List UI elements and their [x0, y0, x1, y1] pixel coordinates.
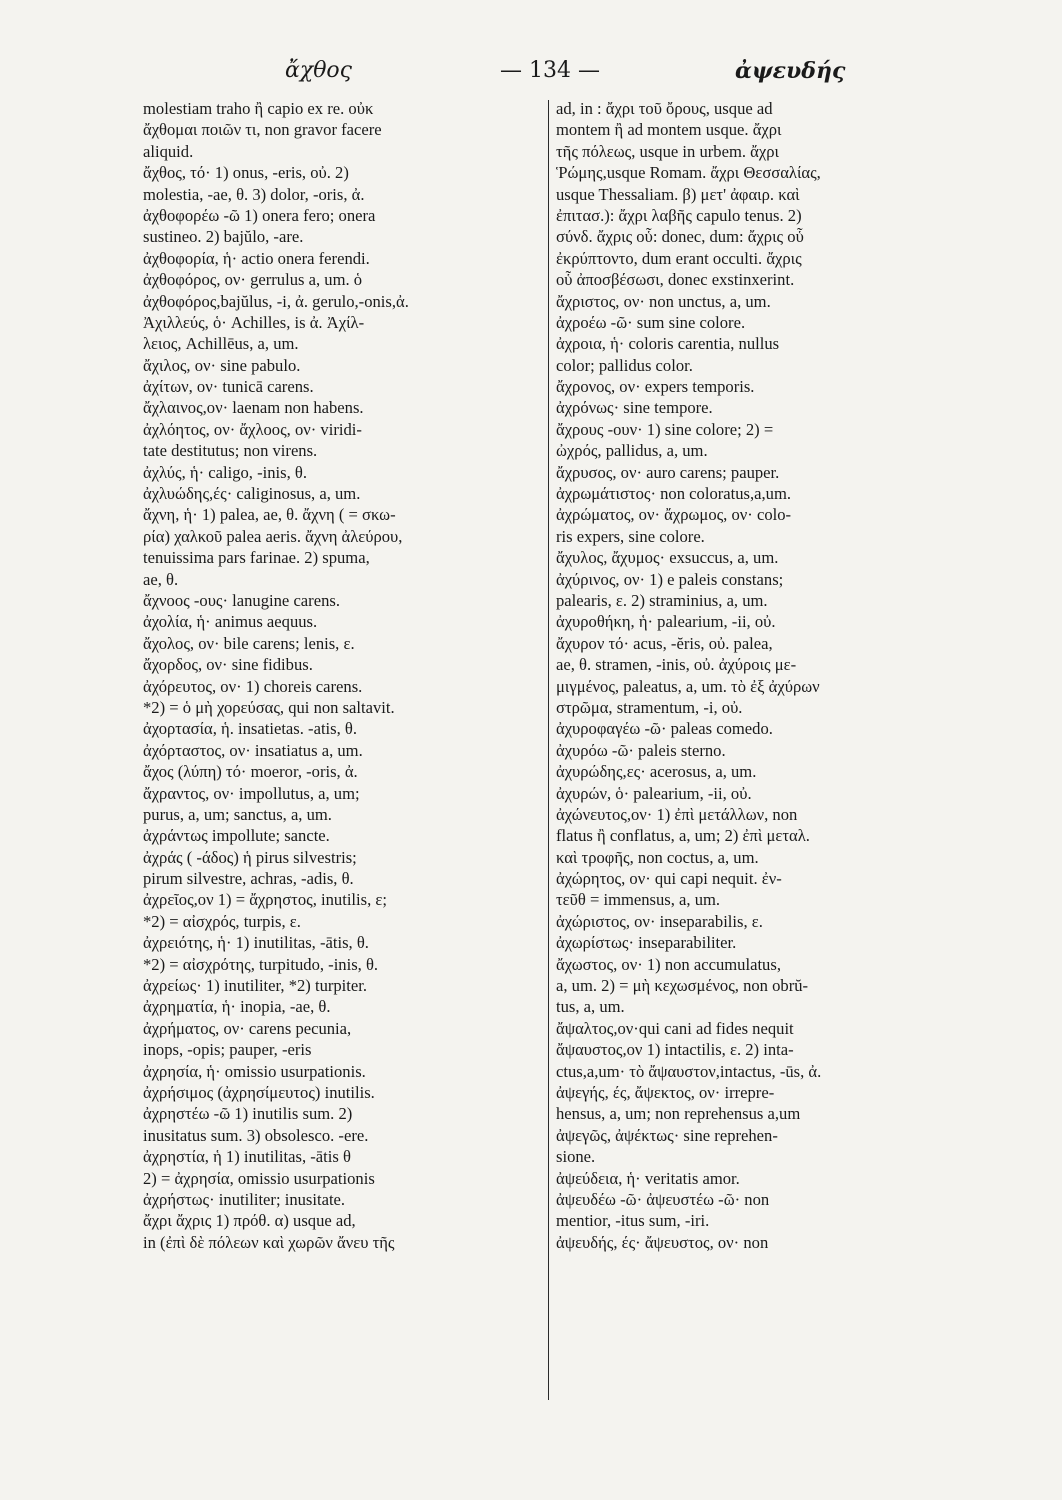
entry-line: ἀχρείως· 1) inutiliter, *2) turpiter.	[143, 976, 368, 996]
entry-line: ἀχόρταστος, ον· insatiatus a, um.	[143, 740, 363, 760]
entry-line: ἀχώριστος, ον· inseparabilis, ε.	[556, 911, 763, 931]
entry-line: in (ἐπὶ δὲ πόλεων καὶ χωρῶν ἄνευ τῆς	[143, 1232, 395, 1252]
entry-line: ἄχθος, τό· 1) onus, -eris, οὐ. 2)	[143, 163, 349, 183]
right-column	[556, 98, 966, 1408]
entry-line: ἀψεγής, ές, ἄψεκτος, ον· irrepre-	[556, 1082, 775, 1102]
entry-line: hensus, a, um; non reprehensus a,um	[556, 1104, 801, 1124]
entry-line: ἀχυρόω -ῶ· paleis sterno.	[556, 740, 726, 760]
left-column	[143, 98, 541, 1408]
entry-line: tus, a, um.	[556, 997, 625, 1017]
entry-line: ρία) χαλκοῦ palea aeris. ἄχνη ἀλεύρου,	[143, 526, 403, 546]
entry-line: ἄχνη, ἡ· 1) palea, ae, θ. ἄχνη ( = σκω-	[143, 505, 396, 525]
entry-line: ἀψεύδεια, ἡ· veritatis amor.	[556, 1168, 740, 1188]
entry-line: usque Thessaliam. β) μετ' ἀφαιρ. καὶ	[556, 184, 800, 204]
entry-line: ἄχρονος, ον· expers temporis.	[556, 377, 755, 397]
entry-line: ae, θ. stramen, -inis, οὐ. ἀχύροις με-	[556, 655, 797, 675]
entry-line: ἀχροέω -ῶ· sum sine colore.	[556, 312, 746, 332]
entry-line: ἄχολος, ον· bile carens; lenis, ε.	[143, 633, 355, 653]
entry-line: tenuissima pars farinae. 2) spuma,	[143, 548, 370, 568]
entry-line: ἄχυρον τό· acus, -ĕris, οὐ. palea,	[556, 633, 773, 653]
entry-line: ἀχυρώδης,ες· acerosus, a, um.	[556, 762, 757, 782]
entry-line: color; pallidus color.	[556, 355, 693, 375]
entry-line: ad, in : ἄχρι τοῦ ὄρους, usque ad	[556, 99, 773, 118]
entry-line: ἄχθομαι ποιῶν τι, non gravor facere	[143, 120, 382, 140]
entry-line: pirum silvestre, achras, -adis, θ.	[143, 869, 354, 889]
entry-line: λειος, Achillēus, a, um.	[143, 334, 299, 354]
entry-line: ἀχρηστία, ἡ 1) inutilitas, -ātis θ	[143, 1147, 351, 1167]
entry-line: ἀχρώματος, ον· ἄχρωμος, ον· colo-	[556, 505, 792, 525]
entry-line: ἐκρύπτοντο, dum erant occulti. ἄχρις	[556, 248, 802, 268]
entry-line: flatus ἢ conflatus, a, um; 2) ἐπὶ μεταλ.	[556, 826, 810, 846]
entry-line: ἀψεγῶς, ἀψέκτως· sine reprehen-	[556, 1125, 778, 1145]
entry-line: τῆς πόλεως, usque in urbem. ἄχρι	[556, 141, 779, 161]
entry-line: mentior, -itus sum, -iri.	[556, 1211, 710, 1231]
left-guide-word: ἄχθος	[285, 58, 352, 83]
entry-line: ἀχρηματία, ἡ· inopia, -ae, θ.	[143, 997, 331, 1017]
entry-line: ἀχρηστέω -ῶ 1) inutilis sum. 2)	[143, 1104, 353, 1124]
entry-line: Ῥώμης,usque Romam. ἄχρι Θεσσαλίας,	[556, 163, 821, 183]
entry-line: ἀχλυώδης,ές· caliginosus, a, um.	[143, 484, 361, 504]
entry-line: ἄχνοος -ους· lanugine carens.	[143, 590, 340, 610]
entry-line: palearis, ε. 2) straminius, a, um.	[556, 590, 768, 610]
entry-line: ἀχράντως impollute; sancte.	[143, 826, 330, 846]
entry-line: μιγμένος, paleatus, a, um. τὸ ἐξ ἀχύρων	[556, 676, 820, 696]
entry-line: ἀχλόητος, ον· ἄχλοος, ον· viridi-	[143, 419, 362, 439]
entry-line: tate destitutus; non virens.	[143, 441, 318, 461]
entry-line: ἀχυρών, ὁ· palearium, -ii, οὐ.	[556, 783, 752, 803]
entry-line: ἀχλύς, ἡ· caligo, -inis, θ.	[143, 462, 307, 482]
entry-line: ἀχωρίστως· inseparabiliter.	[556, 933, 737, 953]
entry-line: ἀχρειότης, ἡ· 1) inutilitas, -ātis, θ.	[143, 933, 369, 953]
entry-line: ἄχωστος, ον· 1) non accumulatus,	[556, 954, 781, 974]
entry-line: ἀχώρητος, ον· qui capi nequit. ἐν-	[556, 869, 782, 889]
entry-line: a, um. 2) = μὴ κεχωσμένος, non obrŭ-	[556, 976, 809, 996]
entry-line: ἄχρους -ουν· 1) sine colore; 2) =	[556, 419, 774, 439]
entry-line: aliquid.	[143, 141, 194, 161]
entry-line: ἀχθοφορέω -ῶ 1) onera fero; onera	[143, 205, 376, 225]
entry-line: ἀχράς ( -άδος) ἡ pirus silvestris;	[143, 847, 357, 867]
entry-line: ἀχροια, ἡ· coloris carentia, nullus	[556, 334, 780, 354]
entry-line: ἄχλαινος,ον· laenam non habens.	[143, 398, 364, 418]
entry-line: ἄχριστος, ον· non unctus, a, um.	[556, 291, 771, 311]
entry-line: ἀχρεῖος,ον 1) = ἄχρηστος, inutilis, ε;	[143, 890, 387, 910]
entry-line: ἀχρόνως· sine tempore.	[556, 398, 713, 418]
entry-line: ἄχορδος, ον· sine fidibus.	[143, 655, 313, 675]
entry-line: ἀχίτων, ον· tunicā carens.	[143, 377, 314, 397]
entry-line: ἀχολία, ἡ· animus aequus.	[143, 612, 318, 632]
entry-line: ἄχρυσος, ον· auro carens; pauper.	[556, 462, 780, 482]
entry-line: ὠχρός, pallidus, a, um.	[556, 441, 708, 461]
entry-line: ἀχόρευτος, ον· 1) choreis carens.	[143, 676, 363, 696]
entry-line: sione.	[556, 1147, 596, 1167]
page-header	[0, 50, 1062, 90]
page-number: — 134 —	[500, 58, 600, 83]
entry-line: ἀχύρινος, ον· 1) e paleis constans;	[556, 569, 784, 589]
entry-line: *2) = αἰσχρότης, turpitudo, -inis, θ.	[143, 954, 379, 974]
entry-line: στρῶμα, stramentum, -i, οὐ.	[556, 697, 743, 717]
entry-line: ἄχραντος, ον· impollutus, a, um;	[143, 783, 360, 803]
entry-line: *2) = ὁ μὴ χορεύσας, qui non saltavit.	[143, 697, 395, 717]
entry-line: ἀχρήματος, ον· carens pecunia,	[143, 1018, 352, 1038]
entry-line: οὗ ἀποσβέσωσι, donec exstinxerint.	[556, 270, 795, 290]
entry-line: ἀχρήστως· inutiliter; inusitate.	[143, 1189, 346, 1209]
entry-line: ἐπιτασ.): ἄχρι λαβῆς capulo tenus. 2)	[556, 205, 802, 225]
entry-line: ae, θ.	[143, 569, 179, 589]
entry-line: ἀχυροφαγέω -ῶ· paleas comedo.	[556, 719, 773, 739]
entry-line: ἀψευδέω -ῶ· ἀψευστέω -ῶ· non	[556, 1189, 770, 1209]
entry-line: sustineo. 2) bajŭlo, -are.	[143, 227, 304, 247]
entry-line: ἄχος (λύπη) τό· moeror, -oris, ἀ.	[143, 762, 358, 782]
entry-line: καὶ τροφῆς, non coctus, a, um.	[556, 847, 759, 867]
right-guide-word: ἀψευδής	[735, 58, 846, 84]
entry-line: inusitatus sum. 3) obsolesco. -ere.	[143, 1125, 369, 1145]
entry-line: montem ἢ ad montem usque. ἄχρι	[556, 120, 782, 140]
entry-line: ἀχρήσιμος (ἀχρησίμευτος) inutilis.	[143, 1082, 375, 1102]
entry-line: Ἀχιλλεύς, ὁ· Achilles, is ἀ. Ἀχίλ-	[143, 312, 365, 332]
entry-line: ris expers, sine colore.	[556, 526, 705, 546]
entry-line: τεῦθ = immensus, a, um.	[556, 890, 721, 910]
entry-line: molestiam traho ἢ capio ex re. οὐκ	[143, 99, 374, 118]
entry-line: ἄχυλος, ἄχυμος· exsuccus, a, um.	[556, 548, 779, 568]
entry-line: ἀχορτασία, ἡ. insatietas. -atis, θ.	[143, 719, 358, 739]
entry-line: ἄψαυστος,ον 1) intactilis, ε. 2) inta-	[556, 1040, 794, 1060]
entry-line: ἀχώνευτος,ον· 1) ἐπὶ μετάλλων, non	[556, 804, 798, 824]
entry-line: ἄχιλος, ον· sine pabulo.	[143, 355, 301, 375]
entry-line: ἀχθοφόρος,bajŭlus, -i, ἀ. gerulo,-onis,ἀ.	[143, 291, 409, 311]
entry-line: ctus,a,um· τὸ ἄψαυστον,intactus, -ūs, ἀ.	[556, 1061, 822, 1081]
entry-line: ἀχθοφορία, ἡ· actio onera ferendi.	[143, 248, 370, 268]
entry-line: purus, a, um; sanctus, a, um.	[143, 804, 332, 824]
entry-line: ἄχρι ἄχρις 1) πρόθ. α) usque ad,	[143, 1211, 356, 1231]
entry-line: ἀψευδής, ές· ἄψευστος, ον· non	[556, 1232, 769, 1252]
column-divider	[548, 100, 549, 1400]
entry-line: inops, -opis; pauper, -eris	[143, 1040, 312, 1060]
entry-line: 2) = ἀχρησία, omissio usurpationis	[143, 1168, 375, 1188]
entry-line: ἀχρησία, ἡ· omissio usurpationis.	[143, 1061, 366, 1081]
entry-line: σύνδ. ἄχρις οὗ: donec, dum: ἄχρις οὗ	[556, 227, 804, 247]
entry-line: ἀχρωμάτιστος· non coloratus,a,um.	[556, 484, 792, 504]
entry-line: ἄψαλτος,ον·qui cani ad fides nequit	[556, 1018, 794, 1038]
entry-line: ἀχυροθήκη, ἡ· palearium, -ii, οὐ.	[556, 612, 776, 632]
entry-line: *2) = αἰσχρός, turpis, ε.	[143, 911, 301, 931]
entry-line: ἀχθοφόρος, ον· gerrulus a, um. ὁ	[143, 270, 363, 290]
entry-line: molestia, -ae, θ. 3) dolor, -oris, ἀ.	[143, 184, 365, 204]
